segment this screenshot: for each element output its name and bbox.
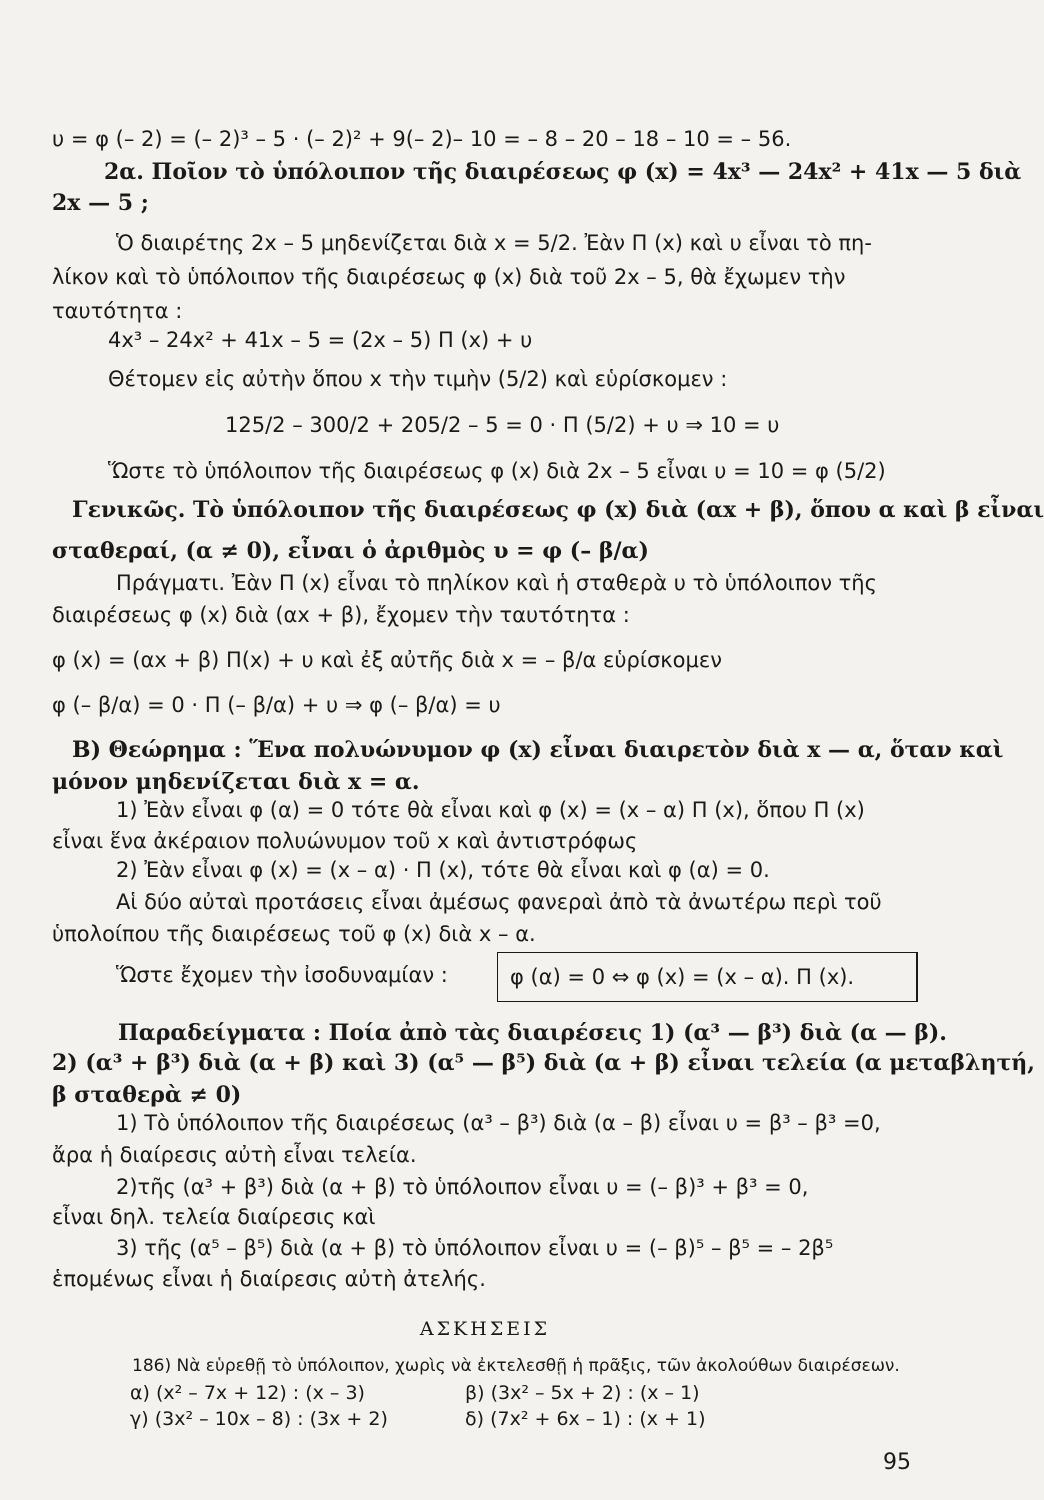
text-line: εἶναι δηλ. τελεία διαίρεσις καὶ bbox=[52, 1205, 376, 1229]
exercise-item: β) (3x² – 5x + 2) : (x – 1) bbox=[465, 1382, 700, 1404]
equivalence-formula: φ (α) = 0 ⇔ φ (x) = (x – α). Π (x). bbox=[510, 965, 855, 989]
general-statement: Γενικῶς. Τὸ ὑπόλοιπον τῆς διαιρέσεως φ (x) διὰ (αx + β), ὅπου α καὶ β εἶναι bbox=[72, 497, 1044, 523]
text-line: διαιρέσεως φ (x) διὰ (αx + β), ἔχομεν τὴν ταυτότητα : bbox=[52, 603, 630, 627]
exercise-item: α) (x² – 7x + 12) : (x – 3) bbox=[130, 1382, 365, 1404]
text-line: Ὥστε ἔχομεν τὴν ἰσοδυναμίαν : bbox=[116, 963, 448, 987]
text-line: ὑπολοίπου τῆς διαιρέσεως τοῦ φ (x) διὰ x – α. bbox=[52, 922, 536, 946]
text-line: ταυτότητα : bbox=[52, 299, 183, 323]
equation-line: φ (– β/α) = 0 · Π (– β/α) + υ ⇒ φ (– β/α) = υ bbox=[52, 693, 501, 717]
text-line: Ὥστε τὸ ὑπόλοιπον τῆς διαιρέσεως φ (x) διὰ 2x – 5 εἶναι υ = 10 = φ (5/2) bbox=[108, 459, 886, 483]
text-line: 2)τῆς (α³ + β³) διὰ (α + β) τὸ ὑπόλοιπον εἶναι υ = (– β)³ + β³ = 0, bbox=[116, 1175, 809, 1199]
text-line: Θέτομεν εἰς αὐτὴν ὅπου x τὴν τιμὴν (5/2) καὶ εὑρίσκομεν : bbox=[108, 367, 728, 391]
text-line: 1) Ἐὰν εἶναι φ (α) = 0 τότε θὰ εἶναι καὶ φ (x) = (x – α) Π (x), ὅπου Π (x) bbox=[116, 798, 865, 822]
text-line: υ = φ (– 2) = (– 2)³ – 5 · (– 2)² + 9(– 2)– 10 = – 8 – 20 – 18 – 10 = – 56. bbox=[52, 127, 792, 151]
problem-heading-cont: 2x — 5 ; bbox=[52, 190, 149, 216]
equivalence-box bbox=[497, 952, 918, 1002]
examples-heading-cont: β σταθερὰ ≠ 0) bbox=[52, 1082, 242, 1108]
text-line: 3) τῆς (α⁵ – β⁵) διὰ (α + β) τὸ ὑπόλοιπον εἶναι υ = (– β)⁵ – β⁵ = – 2β⁵ bbox=[116, 1236, 834, 1260]
exercise-item: δ) (7x² + 6x – 1) : (x + 1) bbox=[465, 1408, 706, 1430]
text-line: εἶναι ἕνα ἀκέραιον πολυώνυμον τοῦ x καὶ ἀντιστρόφως bbox=[52, 829, 638, 853]
text-line: Ὁ διαιρέτης 2x – 5 μηδενίζεται διὰ x = 5/2. Ἐὰν Π (x) καὶ υ εἶναι τὸ πη- bbox=[116, 231, 872, 255]
exercise-186: 186) Νὰ εὑρεθῇ τὸ ὑπόλοιπον, χωρὶς νὰ ἐκτελεσθῇ ἡ πρᾶξις, τῶν ἀκολούθων διαιρέσεων. bbox=[132, 1356, 900, 1376]
exercises-title: ΑΣΚΗΣΕΙΣ bbox=[419, 1318, 551, 1340]
text-line: Πράγματι. Ἐὰν Π (x) εἶναι τὸ πηλίκον καὶ ἡ σταθερὰ υ τὸ ὑπόλοιπον τῆς bbox=[116, 571, 877, 595]
text-line: λίκον καὶ τὸ ὑπόλοιπον τῆς διαιρέσεως φ (x) διὰ τοῦ 2x – 5, θὰ ἔχωμεν τὴν bbox=[52, 265, 846, 289]
examples-heading-cont: 2) (α³ + β³) διὰ (α + β) καὶ 3) (α⁵ — β⁵) διὰ (α + β) εἶναι τελεία (α μεταβλητή, bbox=[52, 1050, 1035, 1076]
text-line: ἄρα ἡ διαίρεσις αὐτὴ εἶναι τελεία. bbox=[52, 1143, 417, 1167]
text-line: 1) Τὸ ὑπόλοιπον τῆς διαιρέσεως (α³ – β³) διὰ (α – β) εἶναι υ = β³ – β³ =0, bbox=[116, 1111, 881, 1135]
equation-line: φ (x) = (αx + β) Π(x) + υ καὶ ἐξ αὐτῆς διὰ x = – β/α εὑρίσκομεν bbox=[52, 648, 722, 672]
page-number: 95 bbox=[883, 1450, 911, 1475]
substitution-equation: 125/2 – 300/2 + 205/2 – 5 = 0 · Π (5/2) + υ ⇒ 10 = υ bbox=[225, 413, 780, 437]
text-line: ἑπομένως εἶναι ἡ διαίρεσις αὐτὴ ἀτελής. bbox=[52, 1267, 486, 1291]
text-line: Αἱ δύο αὐταὶ προτάσεις εἶναι ἀμέσως φανεραὶ ἀπὸ τὰ ἀνωτέρω περὶ τοῦ bbox=[116, 890, 882, 914]
problem-heading: 2α. Ποῖον τὸ ὑπόλοιπον τῆς διαιρέσεως φ (x) = 4x³ — 24x² + 41x — 5 διὰ bbox=[104, 159, 1022, 185]
exercise-item: γ) (3x² – 10x – 8) : (3x + 2) bbox=[130, 1408, 388, 1430]
theorem-heading-cont: μόνον μηδενίζεται διὰ x = α. bbox=[52, 769, 420, 795]
general-statement-cont: σταθεραί, (α ≠ 0), εἶναι ὁ ἀριθμὸς υ = φ (– β/α) bbox=[52, 538, 649, 564]
text-line: 2) Ἐὰν εἶναι φ (x) = (x – α) · Π (x), τότε θὰ εἶναι καὶ φ (α) = 0. bbox=[116, 858, 770, 882]
identity-equation: 4x³ – 24x² + 41x – 5 = (2x – 5) Π (x) + υ bbox=[108, 328, 533, 352]
theorem-heading: Β) Θεώρημα : Ἕνα πολυώνυμον φ (x) εἶναι διαιρετὸν διὰ x — α, ὅταν καὶ bbox=[72, 737, 1004, 763]
examples-heading: Παραδείγματα : Ποία ἀπὸ τὰς διαιρέσεις 1) (α³ — β³) διὰ (α — β). bbox=[118, 1020, 947, 1046]
